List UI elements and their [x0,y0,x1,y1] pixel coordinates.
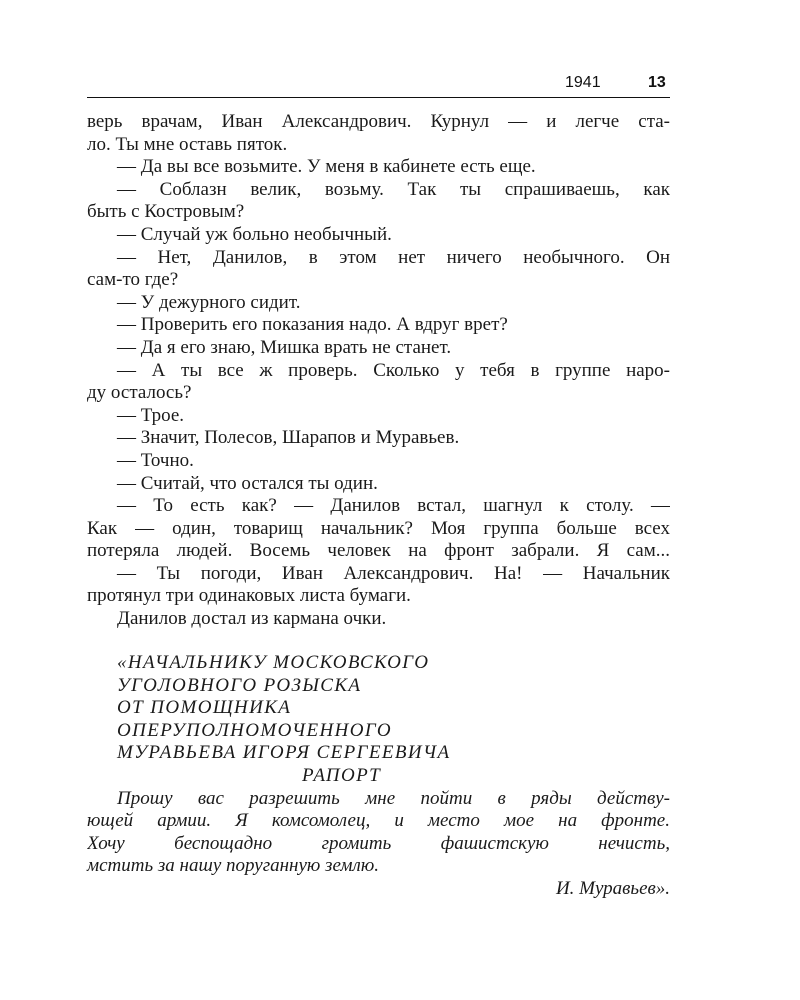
text-line: — То есть как? — Данилов встал, шагнул к столу. — [117,495,670,517]
running-title: 1941 [565,74,601,91]
report-line: Прошу вас разрешить мне пойти в ряды действу- [117,787,670,809]
text-line: — А ты все ж проверь. Сколько у тебя в группе наро- [117,359,670,381]
report-line: И. Муравьев». [555,877,670,899]
text-line: — Нет, Данилов, в этом нет ничего необычного. Он [117,246,670,268]
text-line: — Случай уж больно необычный. [117,223,392,245]
text-line: сам-то где? [87,269,179,291]
text-line: — Соблазн велик, возьму. Так ты спрашиваешь, как [117,178,670,200]
report-line: Хочу беспощадно громить фашистскую нечисть, [87,832,670,854]
text-line: — Проверить его показания надо. А вдруг врет? [117,314,508,336]
report-line: МУРАВЬЕВА ИГОРЯ СЕРГЕЕВИЧА [117,742,451,764]
text-line: — Ты погоди, Иван Александрович. На! — Начальник [117,562,670,584]
text-line: быть с Костровым? [87,201,245,223]
text-line: — Да вы все возьмите. У меня в кабинете есть еще. [117,156,536,178]
text-line: протянул три одинаковых листа бумаги. [87,585,411,607]
text-line: верь врачам, Иван Александрович. Курнул — и легче ста- [87,111,670,132]
text-line: — Считай, что остался ты один. [117,472,378,494]
body-text [87,111,670,631]
report-line: ющей армии. Я комсомолец, и место мое на фронте. [87,810,670,832]
header-rule [87,97,670,98]
report-line: УГОЛОВНОГО РОЗЫСКА [117,674,362,696]
report-document [87,651,670,900]
report-line: ОТ ПОМОЩНИКА [117,697,292,719]
report-line: мстить за нашу поруганную землю. [87,855,379,877]
text-line: — Да я его знаю, Мишка врать не станет. [117,336,452,358]
text-line: — Трое. [117,404,185,426]
text-line: — Точно. [117,449,194,471]
text-line: ду осталось? [87,382,192,404]
report-line: РАПОРТ [302,764,382,786]
text-line: — У дежурного сидит. [117,291,301,313]
text-line: ло. Ты мне оставь пяток. [87,133,288,155]
text-line: потеряла людей. Восемь человек на фронт забрали. Я сам... [87,540,670,562]
text-line: Как — один, товарищ начальник? Моя группа больше всех [87,517,670,539]
report-line: ОПЕРУПОЛНОМОЧЕННОГО [117,719,392,741]
page-number: 13 [648,74,666,91]
text-line: — Значит, Полесов, Шарапов и Муравьев. [117,427,460,449]
report-line: «НАЧАЛЬНИКУ МОСКОВСКОГО [117,652,430,673]
text-line: Данилов достал из кармана очки. [117,608,387,630]
